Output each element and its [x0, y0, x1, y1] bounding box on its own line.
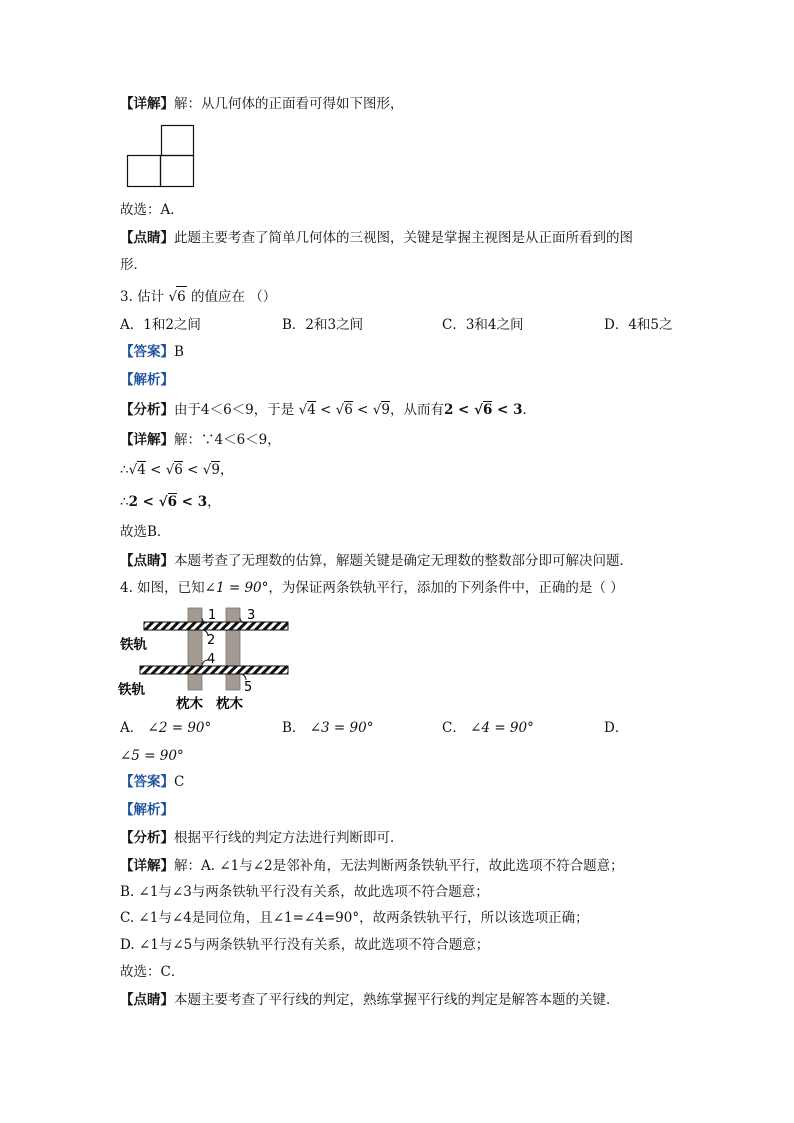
fenxi-tag: 【分析】: [120, 830, 174, 846]
q3-option-b: B．2和3之间: [282, 317, 364, 333]
tie-label-right: 枕木: [216, 696, 243, 712]
s1-detail-text: 解：从几何体的正面看可得如下图形，: [174, 96, 404, 112]
q3-therefore-1: [120, 460, 233, 480]
angle-3-label: 3: [247, 608, 256, 623]
q3-answer-value: B: [174, 344, 184, 360]
q3-analysis-line: [120, 370, 174, 390]
q4-comment-text: 本题主要考查了平行线的判定，熟练掌握平行线的判定是解答本题的关键．: [174, 992, 620, 1008]
front-view-bottom-right-square: [161, 156, 194, 187]
q3-fenxi-pre: 由于4＜6＜9，于是: [174, 402, 295, 418]
therefore-symbol: ∴: [120, 494, 129, 510]
q4-option-b-label: B．: [282, 720, 306, 736]
q3-therefore-2: ∴2 < √6 < 3，: [120, 494, 221, 510]
q4-analysis-line: [120, 800, 174, 820]
railway-figure: [118, 604, 294, 712]
q4-answer-line: [120, 772, 184, 792]
q4-option-a-label: A．: [120, 720, 144, 736]
q3-answer-line: [120, 342, 184, 362]
angle-4-label: 4: [207, 652, 216, 667]
q4-option-d: [120, 746, 184, 766]
q3-option-d: D．4和5之: [604, 317, 673, 333]
q3-comment-line: [120, 551, 633, 571]
q3-stem: [120, 286, 276, 307]
q4-detail-d: D. ∠1与∠5与两条铁轨平行没有关系，故此选项不符合题意；: [120, 937, 490, 953]
q4-answer-value: C: [174, 774, 185, 790]
angle-2-label: 2: [207, 633, 216, 648]
therefore-symbol: ∴: [120, 462, 129, 478]
front-view-figure: [126, 124, 196, 188]
top-rail: [144, 622, 288, 630]
comment-tag: 【点睛】: [120, 230, 174, 246]
front-view-bottom-left-square: [128, 156, 161, 187]
q4-stem-post: ，为保证两条铁轨平行，添加的下列条件中，正确的是（ ）: [268, 580, 624, 596]
q4-detail-a: [120, 856, 624, 876]
q3-detail-line: [120, 430, 281, 450]
detail-tag: 【详解】: [120, 96, 174, 112]
q4-detail-b: B. ∠1与∠3与两条铁轨平行没有关系，故此选项不符合题意；: [120, 884, 489, 900]
right-tie: [226, 608, 240, 690]
q3-ineq-1: √4 < √6 < √9: [298, 402, 390, 418]
q3-fenxi-line: 【分析】由于4＜6＜9，于是 √4 < √6 < √9，从而有2 < √6 < 3．: [120, 402, 536, 418]
q3-detail-text: 解：∵4＜6＜9，: [174, 432, 281, 448]
detail-tag: 【详解】: [120, 858, 174, 874]
angle-5-label: 5: [244, 680, 253, 695]
q4-detail-a-text: 解：A. ∠1与∠2是邻补角，无法判断两条铁轨平行，故此选项不符合题意；: [174, 858, 624, 874]
q3-stem-pre: 3. 估计: [120, 289, 165, 305]
s1-detail-line: [120, 94, 404, 114]
q4-comment-line: [120, 990, 620, 1010]
q4-option-a: [120, 718, 211, 738]
q4-fenxi-line: [120, 828, 404, 848]
rail-label-bottom: 铁轨: [118, 682, 145, 698]
q4-option-d-label: D．: [604, 720, 629, 736]
q4-stem-math: ∠1 = 90°: [204, 580, 269, 596]
s1-comment-text: 此题主要考查了简单几何体的三视图，关键是掌握主视图是从正面所看到的图: [174, 230, 633, 246]
q3-answer-choice: 故选B．: [120, 524, 171, 540]
q3-option-c: C．3和4之间: [442, 317, 524, 333]
q3-step-2: 2 < √6 < 3: [128, 494, 208, 510]
rail-label-top: 铁轨: [120, 637, 147, 653]
sqrt-6: √6: [168, 286, 186, 307]
q3-stem-post: 的值应在 （）: [190, 289, 277, 305]
q4-stem-pre: 4. 如图，已知: [120, 580, 205, 596]
q4-option-b-math: ∠3 = 90°: [309, 720, 374, 736]
bottom-rail: [140, 666, 288, 674]
answer-tag: 【答案】: [120, 774, 174, 790]
s1-comment-line2: 形．: [120, 257, 147, 273]
answer-tag: 【答案】: [120, 344, 174, 360]
tie-label-left: 枕木: [176, 696, 203, 712]
q4-detail-c: C. ∠1与∠4是同位角，且∠1=∠4=90°，故两条铁轨平行，所以该选项正确；: [120, 910, 589, 926]
s1-comment-line: [120, 228, 633, 248]
radicand: 6: [176, 286, 187, 307]
q4-fenxi-text: 根据平行线的判定方法进行判断即可．: [174, 830, 404, 846]
angle-1-label: 1: [208, 608, 217, 623]
analysis-tag: 【解析】: [120, 372, 174, 388]
fenxi-tag: 【分析】: [120, 402, 174, 418]
comment-tag: 【点睛】: [120, 992, 174, 1008]
q4-option-c-math: ∠4 = 90°: [470, 720, 534, 736]
analysis-tag: 【解析】: [120, 802, 174, 818]
q4-option-b: [282, 718, 373, 738]
detail-tag: 【详解】: [120, 432, 174, 448]
q3-option-a: A．1和2之间: [120, 317, 201, 333]
q4-option-a-math: ∠2 = 90°: [147, 720, 212, 736]
left-tie: [188, 608, 202, 690]
q4-stem: [120, 578, 624, 598]
q3-fenxi-mid: ，从而有: [389, 402, 444, 418]
q3-ineq-2: 2 < √6 < 3: [443, 402, 523, 418]
comment-tag: 【点睛】: [120, 553, 174, 569]
q3-step-1: √4 < √6 < √9，: [128, 462, 234, 478]
q4-option-c-label: C．: [442, 720, 466, 736]
s1-answer-line: 故选：A．: [120, 202, 184, 218]
q4-answer-choice: 故选：C．: [120, 964, 185, 980]
front-view-top-square: [162, 126, 194, 156]
q3-comment-text: 本题考查了无理数的估算，解题关键是确定无理数的整数部分即可解决问题．: [174, 553, 633, 569]
q4-option-c: [442, 718, 534, 738]
q4-option-d-math: ∠5 = 90°: [120, 748, 184, 764]
